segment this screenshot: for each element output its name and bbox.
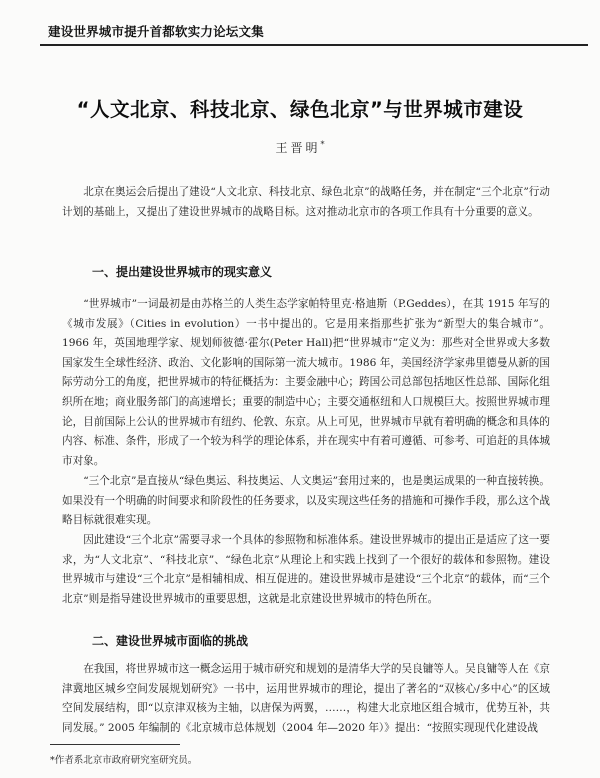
paragraph-reference-system: 因此建设“三个北京”需要寻求一个具体的参照物和标准体系。建设世界城市的提出正是适应了这一要求，为“人文北京”、“科技北京”、“绿色北京”从理论上和实践上找到了一个很好的载体和参照物。建设世界城市与建设“三个北京”是相辅相成、相互促进的。建设世界城市是建设“三个北京”的载体，而“三个北京”则是指导建设世界城市的重要思想，这就是北京建设世界城市的特色所在。 <box>62 534 550 605</box>
footnote-rule <box>50 744 180 745</box>
footnote: *作者系北京市政府研究室研究员。 <box>50 755 198 766</box>
section-heading-1: 一、提出建设世界城市的现实意义 <box>92 265 273 279</box>
running-header: 建设世界城市提升首都软实力论坛文集 <box>48 24 264 39</box>
header-rule <box>40 44 588 46</box>
author-footnote-mark: * <box>320 140 325 149</box>
article-title: “人文北京、科技北京、绿色北京”与世界城市建设 <box>76 98 524 121</box>
paragraph-intro: 北京在奥运会后提出了建设“人文北京、科技北京、绿色北京”的战略任务，并在制定“三个北京”行动计划的基础上，又提出了建设世界城市的战略目标。这对推动北京市的各项工作具有十分重要的意义。 <box>62 186 550 218</box>
author-line <box>0 139 600 156</box>
paragraph-world-city-origin: “世界城市”一词最初是由苏格兰的人类生态学家帕特里克·格迪斯（P.Geddes），在其 1915 年写的《城市发展》（Cities in evolution）一书中提出的。它是用来指那些扩张为“新型大的集合城市”。1966 年，英国地理学家、规划师彼德·霍尔(Peter Hall)把“世界城市”定义为：那些对全世界或大多数国家发生全球性经济、政治、文化影响的国际第一流大城市。1986 年，美国经济学家弗里德曼从新的国际劳动分工的角度，把世界城市的特征概括为：主要金融中心；跨国公司总部包括地区性总部、国际化组织所在地；商业服务部门的高速增长；重要的制造中心；主要交通枢纽和人口规模巨大。按照世界城市理论，目前国际上公认的世界城市有纽约、伦敦、东京。从上可见，世界城市早就有着明确的概念和具体的内容、标准、条件，形成了一个较为科学的理论体系，并在现实中有着可遵循、可参考、可追赶的具体城市对象。 <box>62 298 550 467</box>
paragraph-challenges: 在我国，将世界城市这一概念运用于城市研究和规划的是清华大学的吴良镛等人。吴良镛等人在《京津冀地区城乡空间发展规划研究》一书中，运用世界城市的理论，提出了著名的“双核心/多中心”的区域空间发展结构，即“以京津双核为主轴，以唐保为两翼，……，构建大北京地区组合城市，优势互补，共同发展。” 2005 年编制的《北京城市总体规划（2004 年—2020 年）》提出：“按照实现现代化建设战 <box>62 663 550 734</box>
section-heading-2: 二、建设世界城市面临的挑战 <box>92 634 249 648</box>
author-name: 王晋明 <box>275 141 321 155</box>
paragraph-three-beijing: “三个北京”是直接从“绿色奥运、科技奥运、人文奥运”套用过来的，也是奥运成果的一种直接转换。如果没有一个明确的时间要求和阶段性的任务要求，以及实现这些任务的措施和可操作手段，那么这个战略目标就很难实现。 <box>62 475 550 527</box>
